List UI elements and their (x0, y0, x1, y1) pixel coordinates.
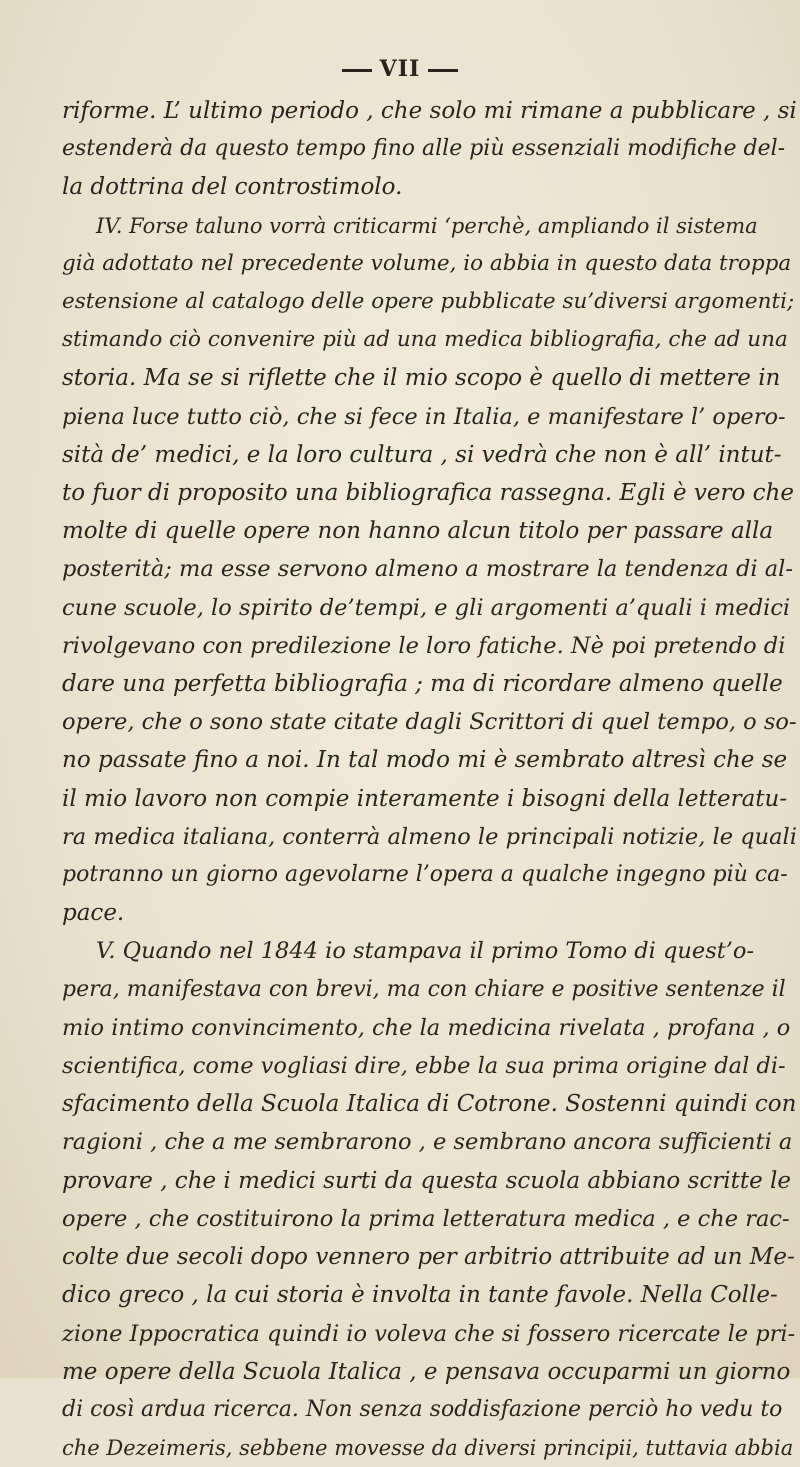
text-line: il mio lavoro non compie interamente i bisogni della letteratu- (62, 785, 788, 812)
text-line: stimando ciò convenire più ad una medica bibliografia, che ad una (62, 327, 788, 353)
page-number: VII (379, 56, 421, 82)
text-line: no passate fino a noi. In tal modo mi è sembrato altresì che se (62, 747, 788, 774)
header-right-rule (428, 69, 458, 72)
paragraph-iv-start: IV. Forse taluno vorrà criticarmi ‘perchè, ampliando il sistema (96, 213, 758, 238)
text-line: me opere della Scuola Italica , e pensava occuparmi un giorno (62, 1358, 791, 1385)
text-line: estenderà da questo tempo fino alle più essenziali modifiche del- (62, 136, 786, 162)
text-line: scientifica, come vogliasi dire, ebbe la sua prima origine dal di- (62, 1053, 786, 1080)
text-line: cune scuole, lo spirito de’tempi, e gli argomenti a’quali i medici (62, 594, 791, 621)
text-line: potranno un giorno agevolarne l’opera a qualche ingegno più ca- (62, 862, 788, 888)
text-line: provare , che i medici surti da questa scuola abbiano scritte le (62, 1167, 791, 1194)
text-line: pera, manifestava con brevi, ma con chiare e positive sentenze il (62, 976, 786, 1002)
text-line: opere, che o sono state citate dagli Scrittori di quel tempo, o so- (62, 709, 797, 736)
text-line: già adottato nel precedente volume, io abbia in questo data troppa (62, 250, 792, 276)
text-line: sfacimento della Scuola Italica di Cotrone. Sostenni quindi con (62, 1091, 797, 1118)
text-line: riforme. L’ ultimo periodo , che solo mi rimane a pubblicare , si (62, 98, 797, 124)
text-line: dico greco , la cui storia è involta in tante favole. Nella Colle- (62, 1282, 778, 1309)
header-left-rule (342, 69, 372, 72)
text-line: storia. Ma se si riflette che il mio scopo è quello di mettere in (62, 365, 781, 392)
text-line: rivolgevano con predilezione le loro fatiche. Nè poi pretendo di (62, 632, 786, 659)
text-line: zione Ippocratica quindi io voleva che si fossero ricercate le pri- (62, 1320, 796, 1347)
page-header (0, 56, 800, 82)
text-line: ragioni , che a me sembrarono , e sembrano ancora sufficienti a (62, 1129, 793, 1156)
text-line: posterità; ma esse servono almeno a mostrare la tendenza di al- (62, 556, 793, 583)
text-line: pace. (62, 900, 125, 927)
text-line: la dottrina del controstimolo. (62, 174, 403, 201)
text-line: mio intimo convincimento, che la medicina rivelata , profana , o (62, 1014, 791, 1041)
text-line: molte di quelle opere non hanno alcun titolo per passare alla (62, 518, 774, 545)
text-line: ra medica italiana, conterrà almeno le principali notizie, le quali (62, 823, 797, 850)
paragraph-v-start: V. Quando nel 1844 io stampava il primo Tomo di quest’o- (96, 938, 755, 965)
text-line: di così ardua ricerca. Non senza soddisfazione perciò ho vedu to (62, 1396, 783, 1422)
text-line: che Dezeimeris, sebbene movesse da diversi principii, tuttavia abbia (62, 1436, 794, 1461)
text-line: sità de’ medici, e la loro cultura , si vedrà che non è all’ intut- (62, 441, 782, 468)
body-text (62, 92, 797, 1467)
text-line: opere , che costituirono la prima letteratura medica , e che rac- (62, 1205, 790, 1232)
text-line: colte due secoli dopo vennero per arbitrio attribuite ad un Me- (62, 1244, 795, 1271)
text-line: dare una perfetta bibliografia ; ma di ricordare almeno quelle (62, 671, 783, 698)
text-line: piena luce tutto ciò, che si fece in Italia, e manifestare l’ opero- (62, 403, 786, 430)
text-line: estensione al catalogo delle opere pubblicate su’diversi argomenti; (62, 289, 795, 315)
text-line: to fuor di proposito una bibliografica rassegna. Egli è vero che (62, 480, 794, 507)
